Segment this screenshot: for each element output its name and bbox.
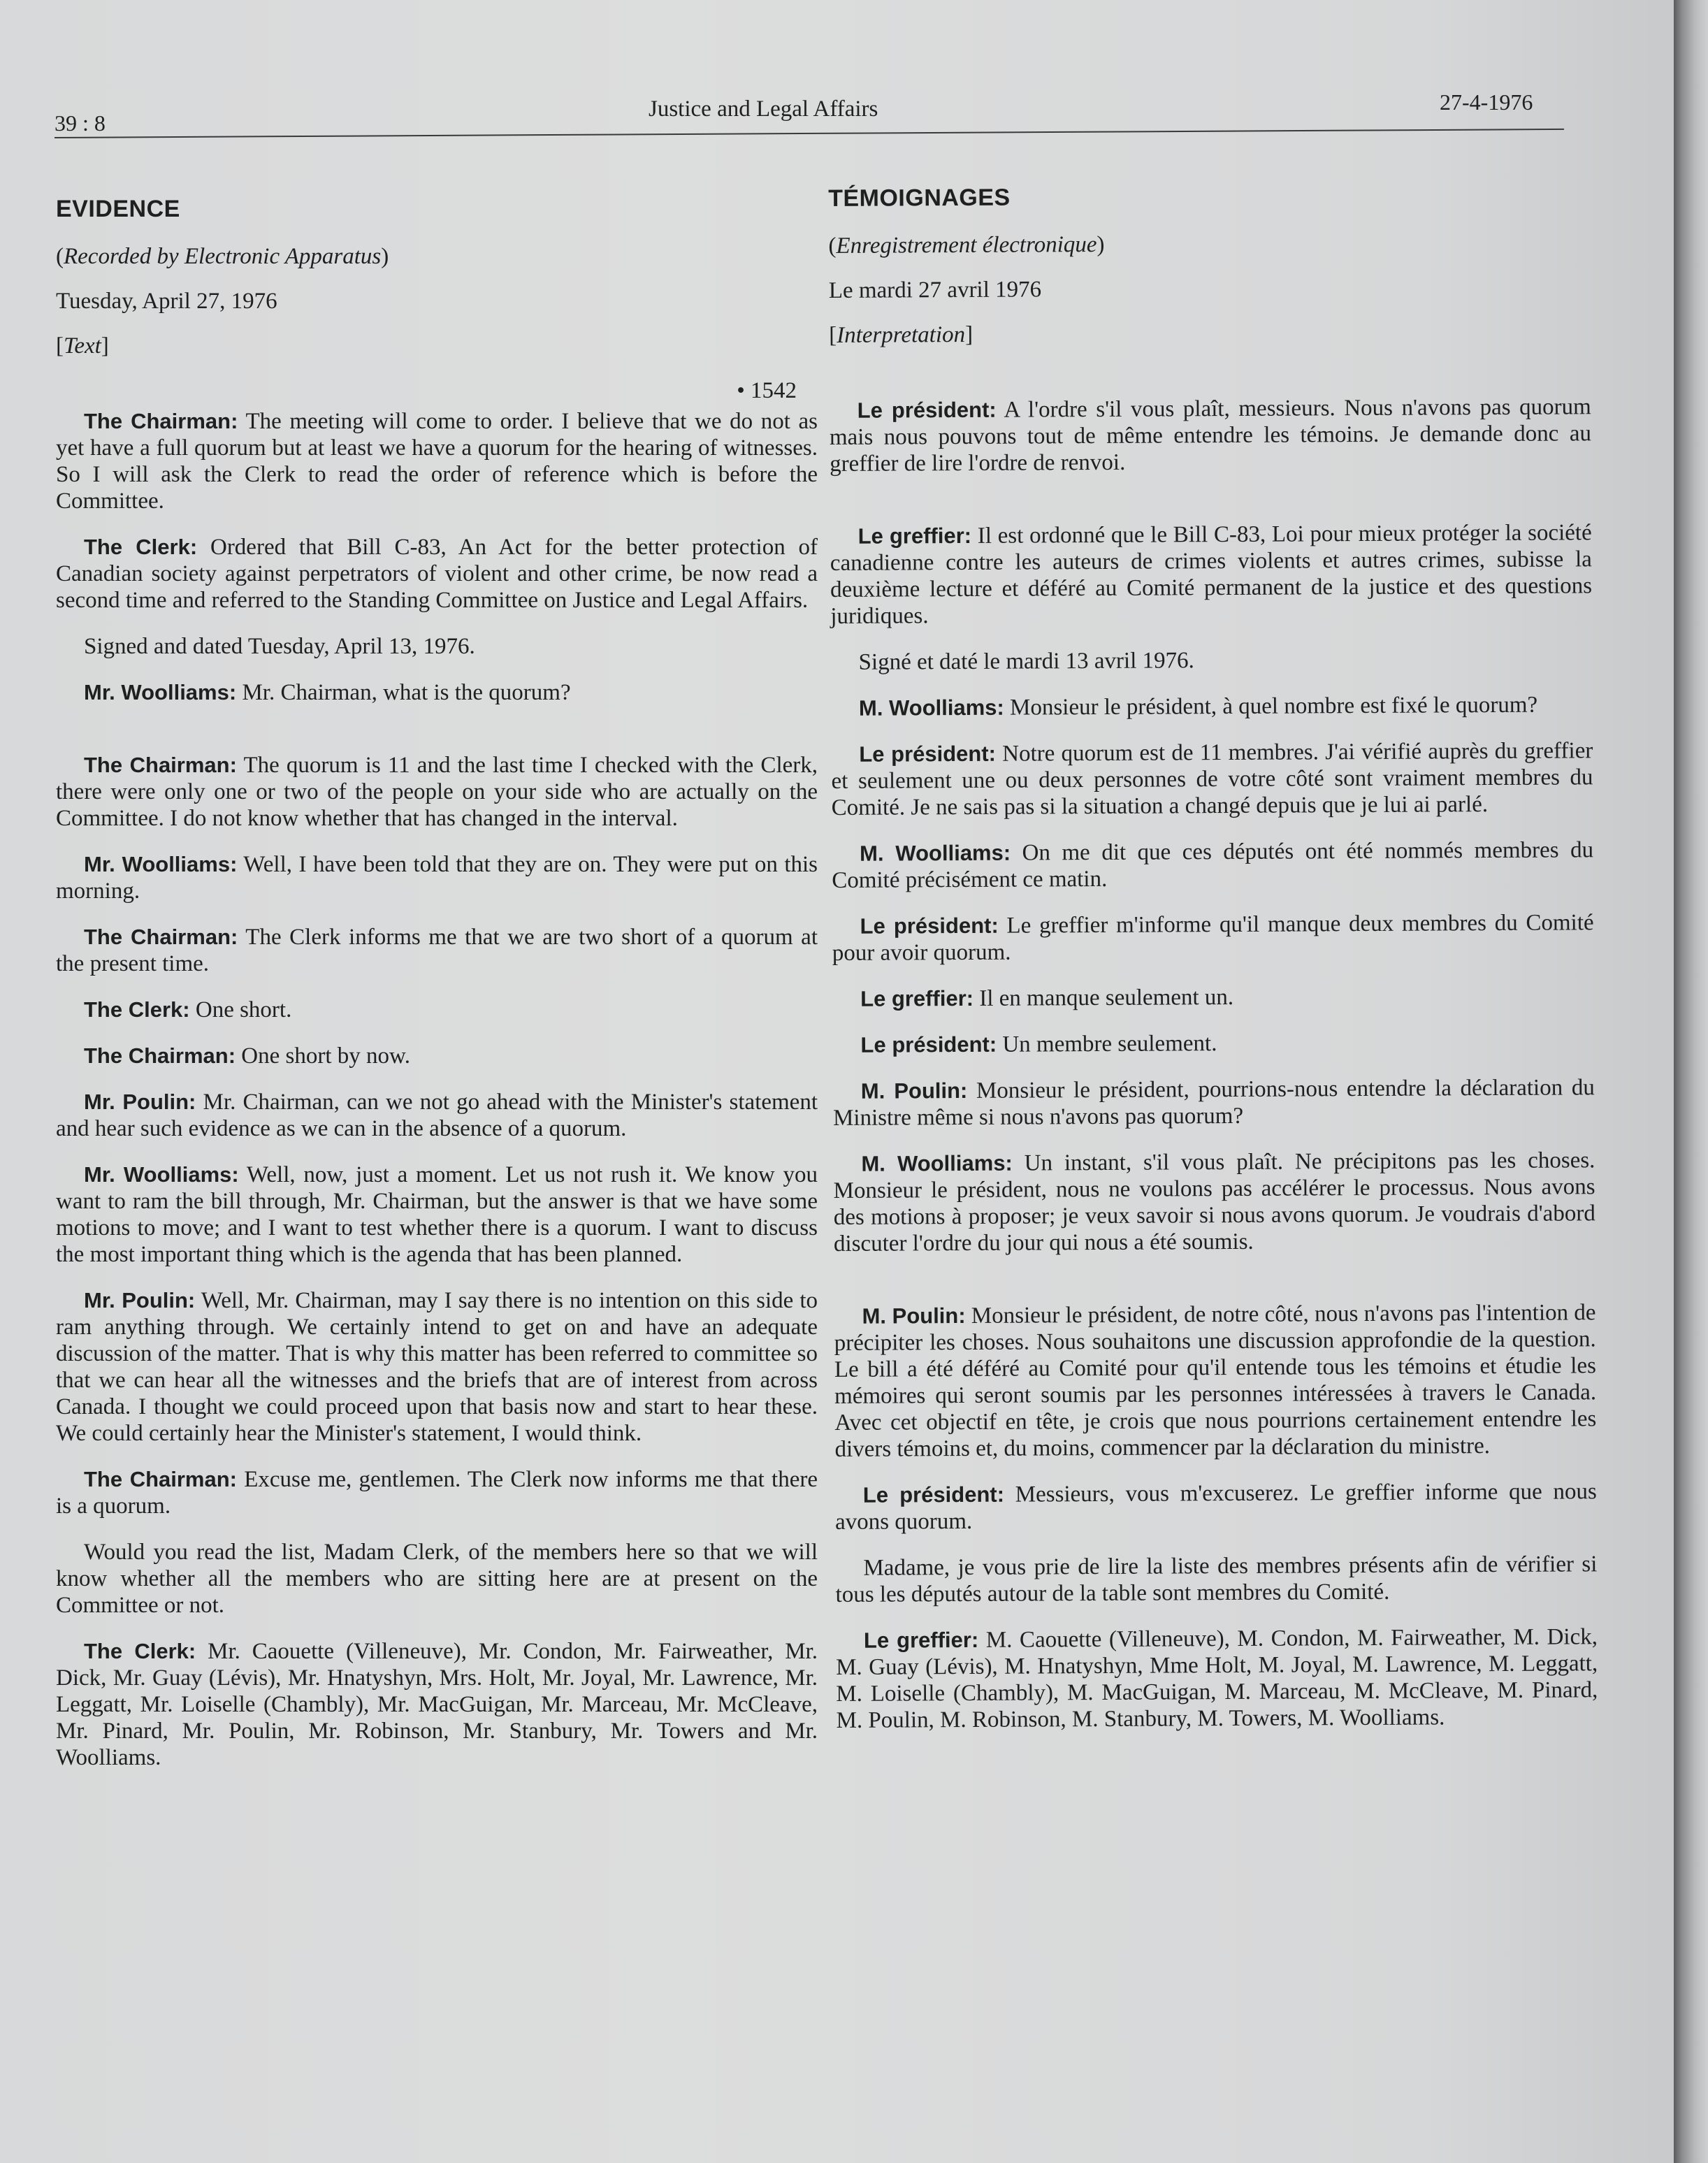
speech-text: Well, now, just a moment. Let us not rush it. We know you want to ram the bill through, Mr. Chairman, but the answer is that we have some motions to move; and I want to test whether there is a quorum. I want to discuss the most important thing which is the agenda that has been planned. (56, 1162, 818, 1267)
transcript-paragraph (56, 997, 818, 1023)
speech-text: Monsieur le président, à quel nombre est fixé le quorum? (1004, 692, 1538, 721)
speech-text: Il en manque seulement un. (973, 984, 1234, 1011)
speech-text: Notre quorum est de 11 membres. J'ai vérifié auprès du greffier et seulement une ou deux personnes de votre côté sont vraiment membres du Comité. Je ne sais pas si la situation a changé depuis que je lui ai parlé. (831, 738, 1593, 820)
evidence-heading: EVIDENCE (56, 196, 180, 222)
header-rule (55, 129, 1564, 138)
transcript-paragraph (56, 1162, 818, 1268)
speaker-name: M. Poulin: (862, 1303, 966, 1329)
speaker-name: Le greffier: (860, 985, 974, 1011)
transcript-paragraph (56, 1466, 818, 1519)
speech-text: Un membre seulement. (997, 1031, 1217, 1057)
header-date: 27-4-1976 (1440, 89, 1533, 115)
text-label-word: Text (64, 333, 101, 359)
speaker-name: Mr. Woolliams: (84, 1162, 239, 1187)
speaker-name: M. Woolliams: (861, 1150, 1013, 1176)
speech-text: One short by now. (236, 1043, 410, 1069)
page-number: 39 : 8 (55, 110, 106, 136)
speaker-name: Le président: (857, 397, 997, 423)
transcript-paragraph (831, 645, 1593, 676)
sitting-date: Tuesday, April 27, 1976 (56, 289, 277, 314)
speech-text: A l'ordre s'il vous plaît, messieurs. Nous n'avons pas quorum mais nous pouvons tout de même entendre les témoins. Je demande donc au greffier de lire l'ordre de renvoi. (829, 394, 1592, 477)
speaker-name: The Chairman: (84, 925, 238, 949)
text-label-close: ] (101, 333, 109, 359)
transcript-paragraph (833, 1147, 1595, 1257)
speech-text: The meeting will come to order. I believe that we do not as yet have a full quorum but at least we have a quorum for the hearing of witnesses. So I will ask the Clerk to read the order of reference which is before the Committee. (56, 409, 818, 514)
french-column (828, 174, 1598, 1753)
speech-text: Monsieur le président, pourrions-nous entendre la déclaration du Ministre même si nous n'avons pas quorum? (832, 1075, 1595, 1131)
recording-text: Recorded by Electronic Apparatus (64, 244, 382, 269)
speech-text: Messieurs, vous m'excuserez. Le greffier informe que nous avons quorum. (834, 1479, 1597, 1535)
speaker-name: Mr. Poulin: (84, 1288, 196, 1312)
transcript-paragraph (56, 633, 818, 660)
speaker-name: Le président: (862, 1482, 1005, 1507)
interpretation-open: [ (829, 322, 837, 348)
transcript-paragraph (832, 837, 1593, 894)
speaker-name: M. Woolliams: (858, 695, 1004, 721)
speaker-name: Le président: (859, 741, 997, 767)
speech-text: One short. (189, 997, 292, 1022)
recording-open: ( (828, 233, 837, 259)
speech-text: The quorum is 11 and the last time I checked with the Clerk, there were only one or two of the people on your side who are actually on the Committee. I do not know whether that has changed in the interval. (56, 753, 818, 831)
transcript-paragraph (56, 924, 818, 977)
transcript-paragraph (834, 1299, 1596, 1463)
recording-note (56, 243, 818, 270)
speech-text: Excuse me, gentlemen. The Clerk now informs me that there is a quorum. (56, 1467, 818, 1519)
spacer (829, 363, 1591, 398)
transcript-paragraph (832, 982, 1594, 1013)
speech-text: Il est ordonné que le Bill C-83, Loi pour mieux protéger la société canadienne contre les auteurs de crimes violents et autres crimes, subisse la deuxième lecture et déféré au Comité permanent de la justice et des questions juridiques. (830, 520, 1593, 629)
interpretation-label (829, 318, 1591, 349)
transcript-paragraph (56, 1539, 818, 1619)
speaker-name: The Chairman: (84, 1043, 236, 1068)
temoignages-heading: TÉMOIGNAGES (828, 184, 1011, 212)
speaker-name: Mr. Woolliams: (84, 852, 238, 876)
speech-text: Mr. Caouette (Villeneuve), Mr. Condon, Mr. Fairweather, Mr. Dick, Mr. Guay (Lévis), Mr. Hnatyshyn, Mrs. Holt, Mr. Joyal, Mr. Lawrence, Mr. Leggatt, Mr. Loiselle (Chambly), Mr. MacGuigan, Mr. Marceau, Mr. McCleave, Mr. Pinard, Mr. Poulin, Mr. Robinson, Mr. Stanbury, Mr. Towers and Mr. Woolliams. (56, 1639, 818, 1770)
speech-text: Mr. Chairman, what is the quorum? (236, 680, 571, 705)
transcript-paragraph (835, 1478, 1597, 1535)
speaker-name: Mr. Woolliams: (84, 680, 237, 704)
speaker-name: The Clerk: (84, 1639, 196, 1663)
speaker-name: The Chairman: (84, 1467, 237, 1491)
running-title: Justice and Legal Affairs (649, 96, 878, 122)
transcript-paragraph (56, 851, 818, 904)
transcript-paragraph (56, 752, 818, 832)
transcript-paragraph (56, 1638, 818, 1771)
interpretation-close: ] (965, 321, 974, 347)
transcript-paragraph (836, 1623, 1598, 1734)
speech-text: On me dit que ces députés ont été nommés membres du Comité précisément ce matin. (832, 837, 1594, 893)
speech-text: Ordered that Bill C-83, An Act for the better protection of Canadian society against perpetrators of violent and other crime, be now read a second time and referred to the Standing Committee on Justice and Legal Affairs. (56, 535, 818, 613)
speech-text: Mr. Chairman, can we not go ahead with the Minister's statement and hear such evidence as we can in the absence of a quorum. (56, 1090, 818, 1141)
speech-text: Monsieur le président, de notre côté, nous n'avons pas l'intention de précipiter les choses. Nous souhaitons une discussion approfondie de la question. Le bill a été déféré au Comité pour qu'il entende tous les témoins et étudie les mémoires qui seront soumis par les personnes intéressées à travers le Canada. Avec cet objectif en tête, je crois que nous pourrions certainement entendre les divers témoins et, du moins, commencer par la déclaration du ministre. (834, 1300, 1597, 1462)
speaker-name: The Chairman: (84, 753, 237, 777)
transcript-paragraph (833, 1074, 1595, 1131)
speech-text: Well, I have been told that they are on. They were put on this morning. (56, 852, 818, 904)
speaker-name: Le greffier: (857, 523, 972, 549)
transcript-paragraph (831, 691, 1593, 722)
recording-text: Enregistrement électronique (836, 231, 1097, 259)
transcript-paragraph (56, 534, 818, 614)
speech-text: Signed and dated Tuesday, April 13, 1976. (84, 634, 475, 659)
speech-text: Would you read the list, Madam Clerk, of the members here so that we will know whether all the members who are sitting here are at present on the Committee or not. (56, 1540, 818, 1618)
speaker-name: M. Poulin: (860, 1078, 968, 1104)
recording-close: ) (1097, 231, 1105, 257)
transcript-paragraph (56, 408, 818, 514)
english-column (56, 189, 818, 1791)
transcript-paragraph (56, 1089, 818, 1142)
speaker-name: The Clerk: (84, 997, 190, 1022)
spacer (834, 1273, 1595, 1303)
recording-close: ) (381, 244, 389, 269)
spacer (56, 725, 818, 752)
book-gutter-shadow (1674, 0, 1708, 2163)
speech-text: Signé et daté le mardi 13 avril 1976. (858, 648, 1194, 675)
interpretation-word: Interpretation (837, 321, 966, 348)
transcript-paragraph (56, 679, 818, 706)
recording-note (828, 229, 1590, 259)
speech-text: Madame, je vous prie de lire la liste des membres présents afin de vérifier si tous les députés autour de la table sont membres du Comité. (835, 1551, 1598, 1607)
recording-open: ( (56, 244, 64, 269)
transcript-paragraph (830, 393, 1592, 477)
sitting-date: Le mardi 27 avril 1976 (828, 277, 1042, 303)
transcript-paragraph (832, 1028, 1594, 1059)
transcript-paragraph (830, 519, 1593, 630)
transcript-paragraph (832, 909, 1594, 967)
time-marker: • 1542 (737, 378, 797, 403)
speech-text: M. Caouette (Villeneuve), M. Condon, M. Fairweather, M. Dick, M. Guay (Lévis), M. Hnatyshyn, Mme Holt, M. Joyal, M. Lawrence, M. Leggatt, M. Loiselle (Chambly), M. MacGuigan, M. Marceau, M. McCleave, M. Pinard, M. Poulin, M. Robinson, M. Stanbury, M. Towers, M. Woolliams. (836, 1624, 1598, 1733)
speech-text: The Clerk informs me that we are two short of a quorum at the present time. (56, 925, 818, 976)
speech-text: Le greffier m'informe qu'il manque deux membres du Comité pour avoir quorum. (832, 910, 1594, 966)
spacer (830, 493, 1591, 523)
transcript-paragraph (56, 1043, 818, 1069)
transcript-paragraph (835, 1551, 1597, 1608)
speaker-name: The Clerk: (84, 535, 198, 559)
transcript-paragraph (56, 1287, 818, 1447)
speech-text: Un instant, s'il vous plaît. Ne précipitons pas les choses. Monsieur le président, nous ne voulons pas accélérer le processus. Nous avons des motions à proposer; je veux savoir si nous avons quorum. Je voudrais d'abord discuter l'ordre du jour qui nous a été soumis. (833, 1148, 1595, 1257)
speaker-name: The Chairman: (84, 409, 238, 433)
speaker-name: Mr. Poulin: (84, 1090, 196, 1114)
text-label (56, 333, 818, 359)
speaker-name: Le président: (860, 913, 999, 939)
speaker-name: M. Woolliams: (859, 840, 1011, 866)
speech-text: Well, Mr. Chairman, may I say there is no intention on this side to ram anything through. We certainly intend to get on and have an adequate discussion of the matter. That is why this matter has been referred to committee so that we can hear all the witnesses and the briefs that are of interest from across Canada. I thought we could proceed upon that basis now and start to hear these. We could certainly hear the Minister's statement, I would think. (56, 1288, 818, 1446)
transcript-paragraph (831, 737, 1593, 821)
speaker-name: Le greffier: (863, 1627, 979, 1653)
speaker-name: Le président: (860, 1032, 997, 1057)
text-label-open: [ (56, 333, 64, 359)
